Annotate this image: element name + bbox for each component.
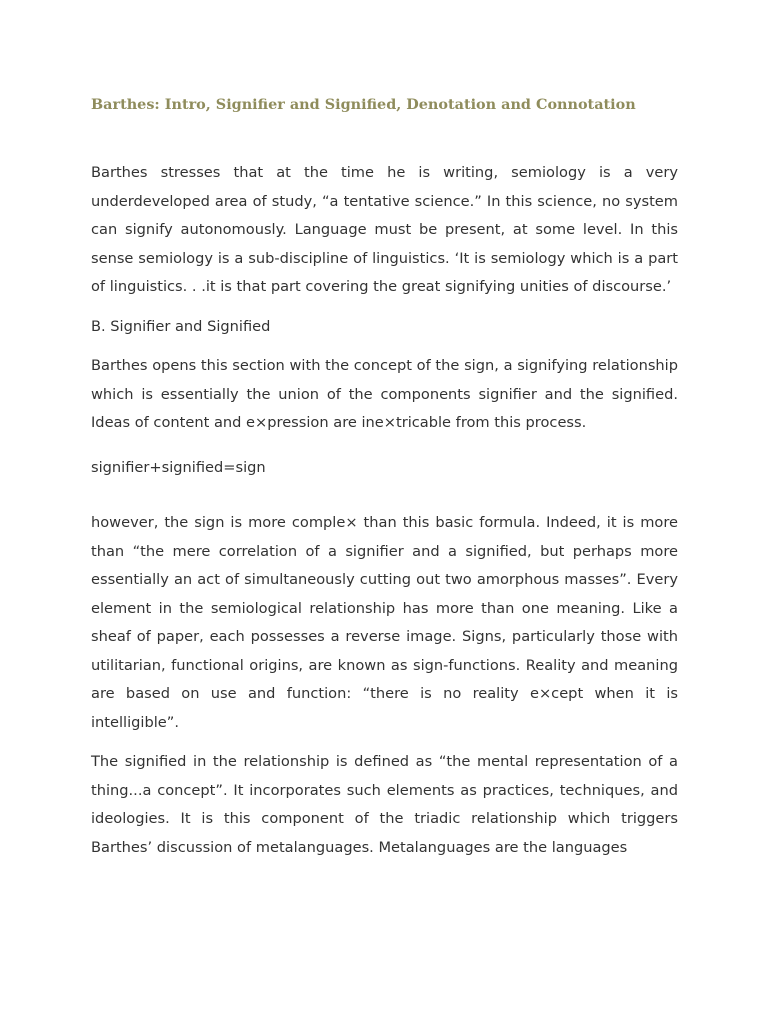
sign-formula: signifier+signified=sign [91,458,266,476]
paragraph-sign-complexity: however, the sign is more comple× than this basic formula. Indeed, it is more than “the mere correlation of a signifier and a signified, but perhaps more essentially an act of simultaneously cutting out two amorphous masses”. Every element in the semiological relationship has more than one meaning. Like a sheaf of paper, each possesses a reverse image. Signs, particularly those with utilitarian, functional origins, are known as sign-functions. Reality and meaning are based on use and function: “there is no reality e×cept when it is intelligible”. [91,514,678,731]
section-heading: B. Signifier and Signified [91,317,271,335]
document-title: Barthes: Intro, Signifier and Signified, Denotation and Connotation [91,96,636,113]
paragraph-signified: The signified in the relationship is defined as “the mental representation of a thing...a concept”. It incorporates such elements as practices, techniques, and ideologies. It is this component of the triadic relationship which triggers Barthes’ discussion of metalanguages. Metalanguages are the languages [91,753,678,856]
paragraph-sign-concept: Barthes opens this section with the concept of the sign, a signifying relationship which is essentially the union of the components signifier and the signified. Ideas of content and e×pression are ine×tricable from this process. [91,357,678,431]
paragraph-intro: Barthes stresses that at the time he is writing, semiology is a very underdeveloped area of study, “a tentative science.” In this science, no system can signify autonomously. Language must be present, at some level. In this sense semiology is a sub-discipline of linguistics. ‘It is semiology which is a part of linguistics. . .it is that part covering the great signifying unities of discourse.’ [91,164,678,295]
